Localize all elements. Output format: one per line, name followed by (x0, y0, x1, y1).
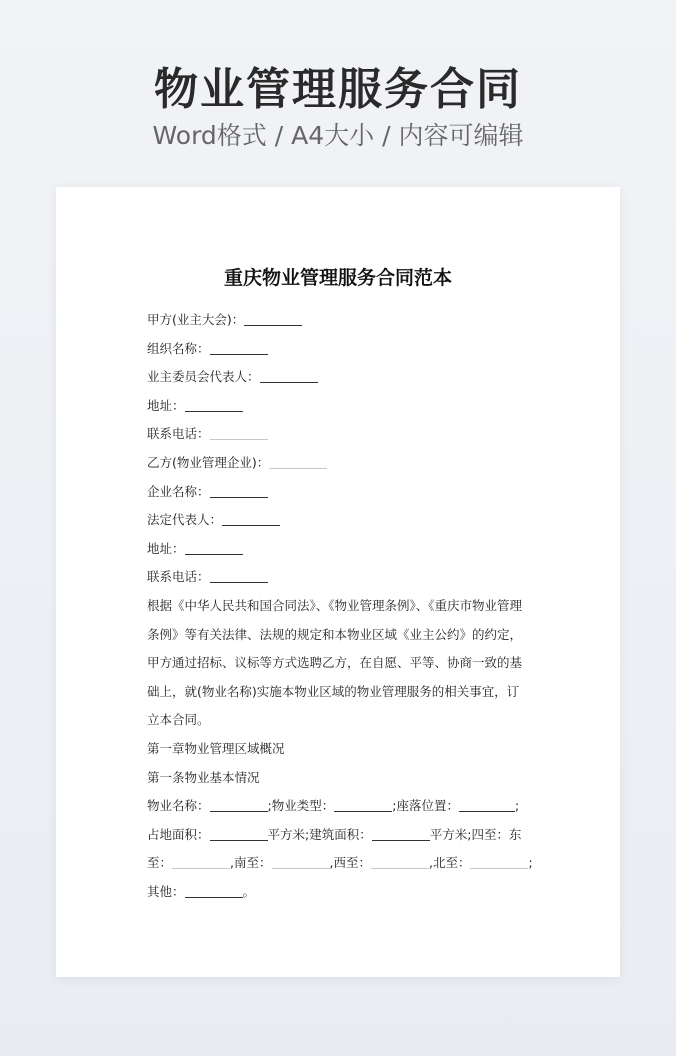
property-name-label: 物业名称： (147, 798, 210, 814)
property-info-line-3 (147, 849, 533, 878)
period: 。 (242, 883, 256, 899)
south-label: ,南至： (230, 855, 272, 871)
east-to-label: 至： (147, 855, 173, 871)
owner-rep-label: 业主委员会代表人： (147, 369, 260, 385)
other-blank[interactable] (185, 883, 243, 898)
property-info-line-2 (147, 821, 529, 850)
west-label: ,西至： (329, 855, 371, 871)
north-label: ,北至： (428, 855, 471, 871)
company-name-label: 企业名称： (147, 483, 210, 499)
party-b-line (147, 449, 529, 478)
property-location-label: ;座落位置： (392, 798, 459, 814)
chapter-heading: 第一章物业管理区域概况 (147, 740, 285, 756)
preamble-paragraph: 根据《中华人民共和国合同法》、《物业管理条例》、《重庆市物业管理条例》等有关法律、法规的规定和本物业区域《业主公约》的约定，甲方通过招标、议标等方式选聘乙方，在自愿、平等、协商一致的基础上，就(物业名称)实施本物业区域的物业管理服务的相关事宜，订立本合同。 (147, 597, 523, 728)
address-a-line (147, 392, 529, 421)
phone-a-blank[interactable] (210, 425, 268, 440)
document-title: 重庆物业管理服务合同范本 (223, 267, 452, 289)
phone-a-line (147, 420, 529, 449)
land-area-label: 占地面积： (147, 826, 210, 842)
party-a-blank[interactable] (244, 311, 302, 326)
phone-b-blank[interactable] (210, 568, 268, 583)
address-b-blank[interactable] (185, 540, 243, 555)
other-line (147, 878, 529, 907)
property-info-line-1 (147, 792, 529, 821)
owner-rep-blank[interactable] (260, 368, 318, 383)
legal-rep-label: 法定代表人： (147, 512, 223, 528)
west-blank[interactable] (371, 854, 429, 869)
org-name-line (147, 335, 529, 364)
semicolon: ; (514, 798, 520, 814)
article-heading: 第一条物业基本情况 (147, 769, 260, 785)
party-a-label: 甲方(业主大会)： (147, 312, 245, 327)
phone-b-label: 联系电话： (147, 569, 210, 585)
party-a-line (147, 306, 529, 335)
company-name-blank[interactable] (210, 483, 268, 498)
document-body (147, 306, 533, 906)
party-b-label: 乙方(物业管理企业)： (147, 454, 270, 470)
org-name-blank[interactable] (210, 340, 268, 355)
property-type-label: ;物业类型： (267, 798, 335, 814)
land-area-blank[interactable] (210, 826, 268, 841)
building-area-blank[interactable] (372, 826, 430, 841)
document-page (56, 187, 620, 977)
page-subtitle: Word格式 / A4大小 / 内容可编辑 (152, 121, 524, 150)
phone-a-label: 联系电话： (147, 426, 210, 442)
address-a-label: 地址： (147, 397, 185, 413)
semicolon: ; (528, 855, 533, 871)
other-label: 其他： (147, 883, 185, 899)
property-name-blank[interactable] (210, 797, 268, 812)
south-blank[interactable] (272, 854, 330, 869)
building-area-label: 平方米;建筑面积： (267, 826, 372, 842)
legal-rep-blank[interactable] (222, 511, 280, 526)
address-b-line (147, 535, 529, 564)
org-name-label: 组织名称： (147, 340, 210, 356)
address-a-blank[interactable] (185, 397, 243, 412)
legal-rep-line (147, 506, 529, 535)
company-name-line (147, 478, 529, 507)
party-b-blank[interactable] (269, 454, 327, 469)
owner-rep-line (147, 363, 529, 392)
phone-b-line (147, 563, 529, 592)
property-location-blank[interactable] (459, 797, 515, 812)
boundaries-east-label: 平方米;四至：东 (429, 826, 522, 842)
north-blank[interactable] (470, 854, 528, 869)
property-type-blank[interactable] (334, 797, 392, 812)
east-blank[interactable] (172, 854, 230, 869)
page-title: 物业管理服务合同 (154, 64, 522, 115)
address-b-label: 地址： (147, 540, 185, 556)
